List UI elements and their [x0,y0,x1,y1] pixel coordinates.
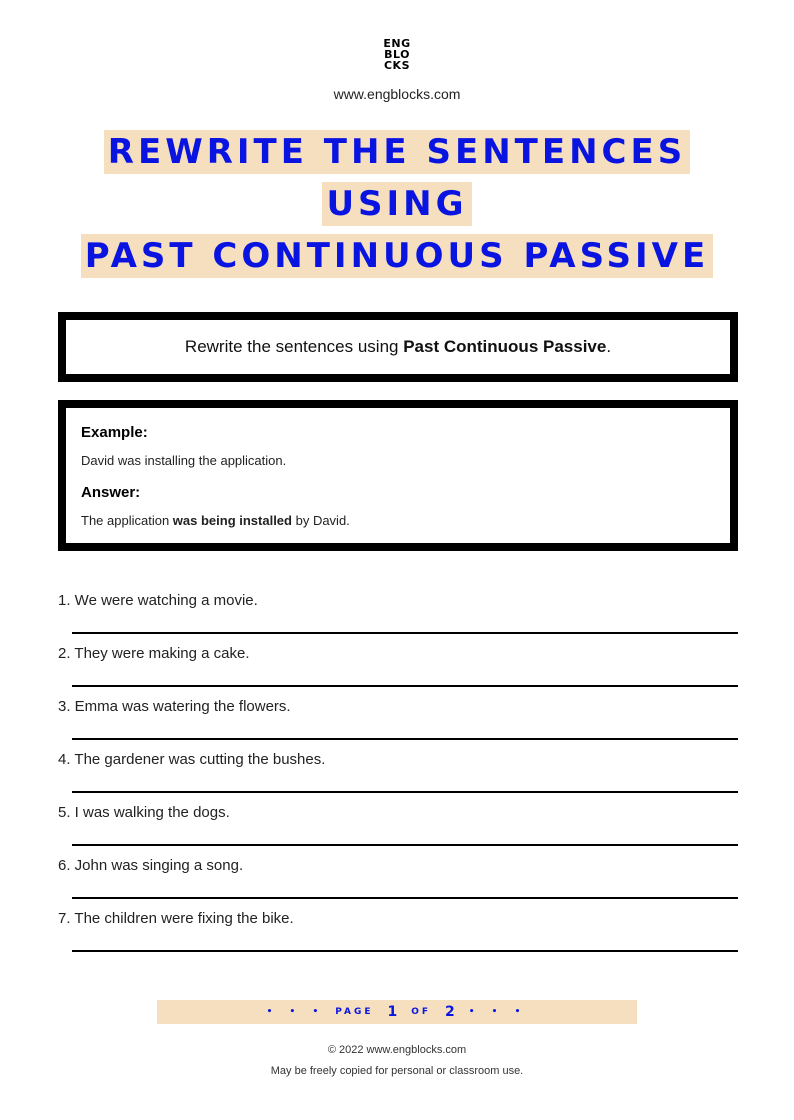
pager-of-word: OF [411,1007,432,1017]
example-label: Example: [81,424,148,441]
question-item [58,857,738,910]
question-item [58,698,738,751]
question-item [58,751,738,804]
answer-line[interactable] [72,950,738,952]
worksheet-title [0,130,794,286]
question-item [58,804,738,857]
pager-current: 1 [387,1004,398,1020]
question-text: 6. John was singing a song. [58,857,244,874]
instructions-text: Rewrite the sentences using Past Continuous Passive. [184,337,612,356]
instructions-bold: Past Continuous Passive [403,337,607,356]
pager-page-word: PAGE [335,1007,374,1017]
question-item [58,592,738,645]
question-text: 4. The gardener was cutting the bushes. [58,751,326,768]
site-url[interactable]: www.engblocks.com [333,86,461,102]
pager-dots-right: • • • [468,1007,528,1017]
page-indicator [157,1000,637,1024]
answer-line[interactable] [72,844,738,846]
answer-line[interactable] [72,897,738,899]
question-text: 1. We were watching a movie. [58,592,258,609]
question-text: 3. Emma was watering the flowers. [58,698,291,715]
answer-line[interactable] [72,632,738,634]
title-line-2: USING [322,182,471,226]
usage-note: May be freely copied for personal or classroom use. [270,1065,524,1077]
title-line-3: PAST CONTINUOUS PASSIVE [81,234,713,278]
example-text: David was installing the application. [81,453,287,468]
question-text: 7. The children were fixing the bike. [58,910,294,927]
answer-line[interactable] [72,791,738,793]
answer-line[interactable] [72,685,738,687]
answer-label: Answer: [81,484,141,501]
logo-line: ENG [383,37,411,50]
question-item [58,910,738,963]
answer-text: The application was being installed by David. [81,513,350,528]
question-text: 5. I was walking the dogs. [58,804,230,821]
engblocks-logo [0,38,794,71]
pager-total: 2 [445,1004,455,1020]
question-text: 2. They were making a cake. [58,645,250,662]
example-box [58,400,738,551]
instructions-box [58,312,738,382]
logo-line: BLO [384,48,410,61]
answer-bold: was being installed [172,513,292,528]
logo-line: CKS [383,59,411,72]
question-item [58,645,738,698]
pager-dots-left: • • • [266,1007,326,1017]
title-line-1: REWRITE THE SENTENCES [104,130,690,174]
answer-line[interactable] [72,738,738,740]
copyright: © 2022 www.engblocks.com [327,1044,467,1056]
